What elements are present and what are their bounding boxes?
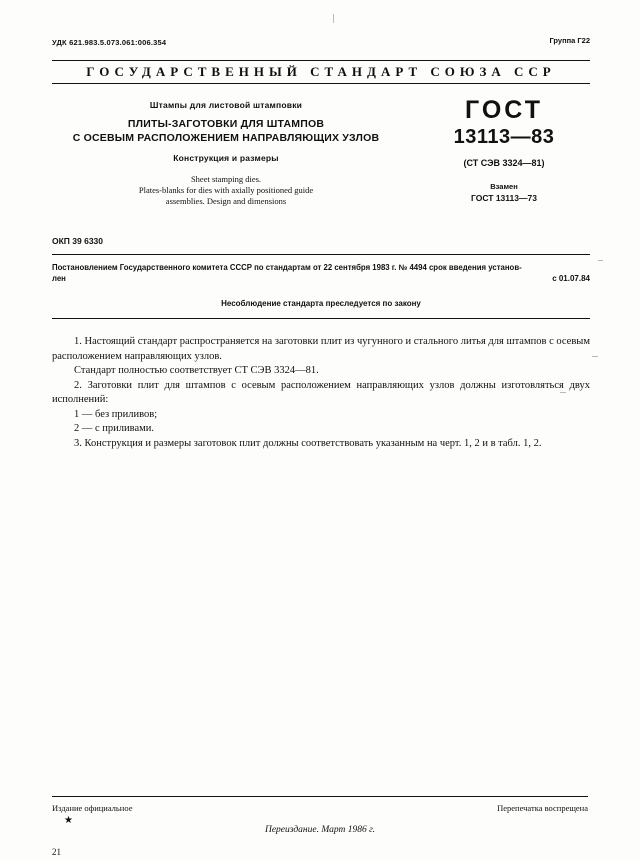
title-block	[52, 96, 590, 228]
title-english-line3: assemblies. Design and dimensions	[165, 196, 287, 206]
page-number: 21	[52, 847, 61, 857]
replaces-value: ГОСТ 13113—73	[471, 193, 537, 203]
star-icon: ★	[64, 815, 73, 826]
title-subtitle: Конструкция и размеры	[173, 153, 279, 163]
decree-line1: Постановлением Государственного комитета СССР по стандартам от 22 сентября 1983 г. № 4494 срок введения установ-	[52, 263, 522, 272]
title-main-line2: С ОСЕВЫМ РАСПОЛОЖЕНИЕМ НАПРАВЛЯЮЩИХ УЗЛОВ	[72, 132, 380, 144]
page-footer	[52, 796, 588, 857]
page-content	[52, 36, 590, 451]
group-code: Группа Г22	[549, 36, 590, 45]
title-english-line1: Sheet stamping dies.	[190, 174, 262, 184]
decree-line2: лен	[52, 274, 66, 283]
footer-divider	[52, 796, 588, 797]
footer-row	[52, 803, 588, 857]
legal-warning: Несоблюдение стандарта преследуется по закону	[221, 299, 421, 308]
body-list-item-2: 2 — с приливами.	[74, 423, 155, 434]
body-paragraph-3: 2. Заготовки плит для штампов с осевым расположением направляющих узлов должны изготовляться двух исполнений:	[52, 379, 590, 405]
title-kicker: Штампы для листовой штамповки	[149, 100, 303, 110]
st-sev-reference: (СТ СЭВ 3324—81)	[463, 158, 545, 168]
okp-code: ОКП 39 6330	[52, 236, 103, 246]
udk-code: УДК 621.983.5.073.061:006.354	[52, 38, 167, 47]
gost-number: 13113—83	[453, 126, 555, 148]
body-text	[52, 335, 590, 451]
effective-date: с 01.07.84	[552, 274, 590, 283]
scan-mark	[598, 260, 603, 261]
body-paragraph-2: Стандарт полностью соответствует СТ СЭВ 3324—81.	[74, 365, 319, 376]
title-english	[52, 174, 400, 207]
scan-mark	[333, 14, 334, 23]
gost-word: ГОСТ	[465, 96, 543, 124]
official-edition-note: Издание официальное	[52, 803, 133, 813]
body-list-item-1: 1 — без приливов;	[74, 408, 158, 420]
divider-top	[52, 254, 590, 255]
title-main-line1: ПЛИТЫ-ЗАГОТОВКИ ДЛЯ ШТАМПОВ	[127, 118, 325, 130]
decree-block	[52, 262, 590, 284]
reissue-note: Переиздание. Март 1986 г.	[264, 825, 376, 835]
body-paragraph-1: 1. Настоящий стандарт распространяется на заготовки плит из чугунного и стального литья для штампов с осевым расположением направляющих узлов.	[52, 336, 590, 362]
scan-mark	[592, 356, 598, 357]
udk-row	[52, 36, 590, 54]
divider-bottom	[52, 318, 590, 319]
title-english-line2: Plates-blanks for dies with axially positioned guide	[138, 185, 314, 195]
standard-identifier	[418, 96, 590, 203]
title-left	[52, 100, 400, 207]
body-paragraph-4: 3. Конструкция и размеры заготовок плит должны соответствовать указанным на черт. 1, 2 и в табл. 1, 2.	[74, 437, 542, 449]
state-standard-banner: ГОСУДАРСТВЕННЫЙ СТАНДАРТ СОЮЗА ССР	[52, 60, 590, 84]
replaces-label: Взамен	[490, 182, 518, 191]
reprint-prohibited-note: Перепечатка воспрещена	[497, 803, 588, 813]
